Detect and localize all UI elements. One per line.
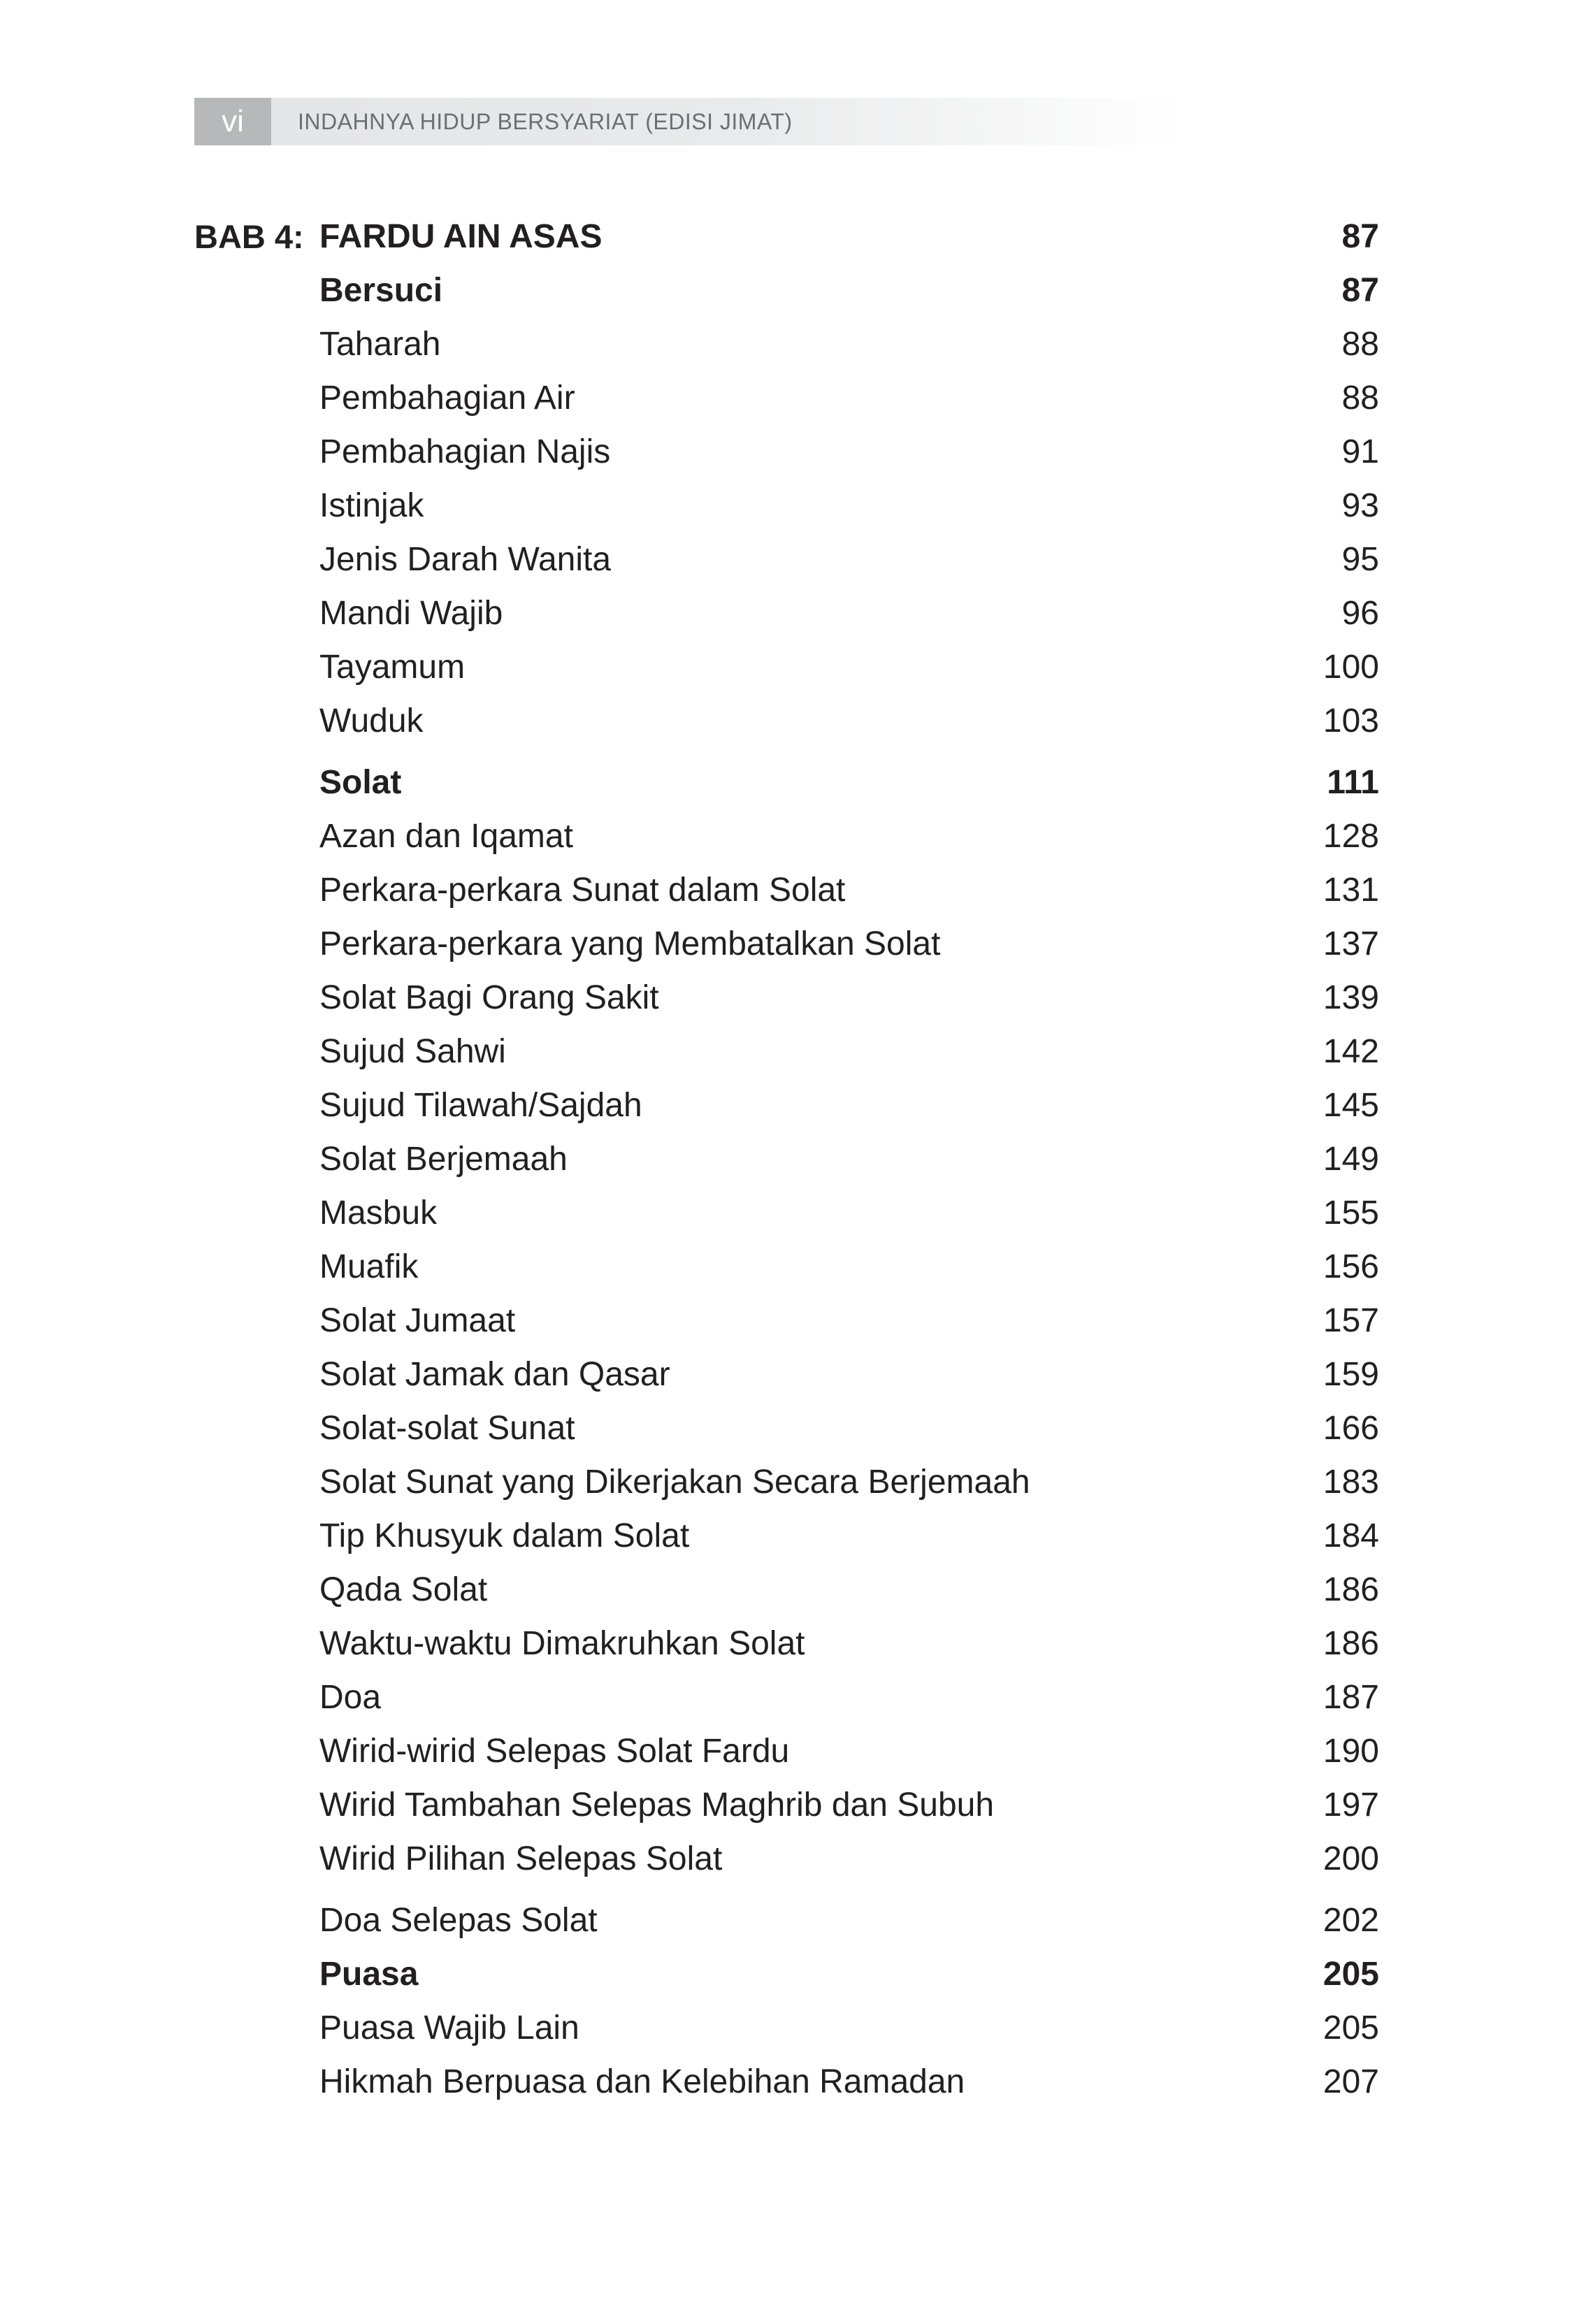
toc-entry-page[interactable]: 186: [1322, 1625, 1379, 1662]
toc-entry-page[interactable]: 187: [1322, 1679, 1379, 1716]
toc-section-heading[interactable]: Solat: [319, 764, 402, 801]
toc-entry-page[interactable]: 186: [1322, 1571, 1379, 1608]
toc-entry-page[interactable]: 131: [1322, 872, 1379, 909]
header-book-title: INDAHNYA HIDUP BERSYARIAT (EDISI JIMAT): [298, 109, 793, 134]
toc-entry-text[interactable]: Solat Bagi Orang Sakit: [319, 979, 659, 1016]
toc-section-page[interactable]: 111: [1327, 764, 1379, 801]
toc-entry-text[interactable]: Masbuk: [319, 1195, 438, 1232]
toc-section-page[interactable]: 87: [1341, 272, 1379, 309]
toc-entry-text[interactable]: Sujud Sahwi: [319, 1033, 506, 1070]
toc-entry-page[interactable]: 202: [1322, 1902, 1379, 1939]
chapter-title: FARDU AIN ASAS: [319, 218, 603, 255]
toc-entry-page[interactable]: 205: [1322, 2009, 1379, 2047]
toc-entry-page[interactable]: 184: [1322, 1517, 1379, 1554]
toc-entry-page[interactable]: 103: [1322, 702, 1379, 739]
toc-entry-text[interactable]: Muafik: [319, 1248, 419, 1285]
toc-entry-text[interactable]: Doa: [319, 1679, 382, 1716]
toc-entry-page[interactable]: 142: [1322, 1033, 1379, 1070]
toc-entry-text[interactable]: Solat Jamak dan Qasar: [319, 1356, 670, 1393]
toc-entry-text[interactable]: Hikmah Berpuasa dan Kelebihan Ramadan: [319, 2063, 965, 2100]
chapter-page[interactable]: 87: [1341, 218, 1379, 255]
toc-entry-page[interactable]: 156: [1322, 1248, 1379, 1285]
running-header: [194, 98, 1187, 145]
toc-entry-page[interactable]: 137: [1322, 925, 1379, 962]
toc-entry-text[interactable]: Sujud Tilawah/Sajdah: [319, 1087, 642, 1124]
toc-entry-text[interactable]: Pembahagian Air: [319, 380, 575, 417]
toc-entry-page[interactable]: 149: [1322, 1141, 1379, 1178]
toc-entry-page[interactable]: 100: [1322, 649, 1379, 686]
header-page-number: vi: [194, 98, 271, 145]
toc-entry-text[interactable]: Tayamum: [319, 649, 466, 686]
toc-section-page[interactable]: 205: [1322, 1956, 1379, 1993]
toc-entry-page[interactable]: 88: [1341, 380, 1379, 417]
toc-entry-text[interactable]: Wirid Tambahan Selepas Maghrib dan Subuh: [319, 1787, 995, 1824]
toc-entry-text[interactable]: Doa Selepas Solat: [319, 1902, 598, 1939]
toc-entry-text[interactable]: Wuduk: [319, 702, 424, 739]
toc-entry-page[interactable]: 93: [1341, 487, 1379, 524]
toc-entry-text[interactable]: Solat-solat Sunat: [319, 1410, 575, 1447]
toc-entry-page[interactable]: 197: [1322, 1787, 1379, 1824]
toc-entry-page[interactable]: 159: [1322, 1356, 1379, 1393]
toc-entry-page[interactable]: 139: [1322, 979, 1379, 1016]
toc-entry-text[interactable]: Istinjak: [319, 487, 424, 524]
toc-entry-page[interactable]: 128: [1322, 818, 1379, 855]
toc-entry-page[interactable]: 207: [1322, 2063, 1379, 2100]
toc-entry-text[interactable]: Mandi Wajib: [319, 595, 503, 632]
toc-entry-page[interactable]: 157: [1322, 1302, 1379, 1339]
toc-entry-page[interactable]: 183: [1322, 1464, 1379, 1501]
toc-entry-text[interactable]: Wirid-wirid Selepas Solat Fardu: [319, 1733, 790, 1770]
toc-entry-page[interactable]: 200: [1322, 1840, 1379, 1877]
toc-entry-page[interactable]: 166: [1322, 1410, 1379, 1447]
toc-entry-text[interactable]: Perkara-perkara yang Membatalkan Solat: [319, 925, 941, 962]
toc-entry-page[interactable]: 190: [1322, 1733, 1379, 1770]
toc-entry-text[interactable]: Solat Jumaat: [319, 1302, 516, 1339]
toc-entry-text[interactable]: Perkara-perkara Sunat dalam Solat: [319, 872, 846, 909]
toc-section-heading[interactable]: Puasa: [319, 1956, 419, 1993]
toc-entry-page[interactable]: 145: [1322, 1087, 1379, 1124]
toc-entry-text[interactable]: Qada Solat: [319, 1571, 488, 1608]
toc-entry-page[interactable]: 88: [1341, 326, 1379, 363]
toc-entry-text[interactable]: Solat Berjemaah: [319, 1141, 568, 1178]
toc-entry-text[interactable]: Taharah: [319, 326, 441, 363]
toc-entry-text[interactable]: Waktu-waktu Dimakruhkan Solat: [319, 1625, 805, 1662]
toc-entry-text[interactable]: Wirid Pilihan Selepas Solat: [319, 1840, 723, 1877]
toc-section-heading[interactable]: Bersuci: [319, 272, 443, 309]
toc-entry-text[interactable]: Tip Khusyuk dalam Solat: [319, 1517, 690, 1554]
toc-entry-text[interactable]: Jenis Darah Wanita: [319, 541, 612, 578]
toc-entry-page[interactable]: 91: [1341, 433, 1379, 470]
toc-entry-text[interactable]: Puasa Wajib Lain: [319, 2009, 579, 2047]
toc-entry-text[interactable]: Pembahagian Najis: [319, 433, 611, 470]
toc-entry-page[interactable]: 96: [1341, 595, 1379, 632]
toc-entry-text[interactable]: Solat Sunat yang Dikerjakan Secara Berjemaah: [319, 1464, 1030, 1501]
toc-entry-page[interactable]: 95: [1341, 541, 1379, 578]
toc-entry-page[interactable]: 155: [1322, 1195, 1379, 1232]
toc-entry-text[interactable]: Azan dan Iqamat: [319, 818, 573, 855]
chapter-label: BAB 4:: [194, 218, 304, 255]
